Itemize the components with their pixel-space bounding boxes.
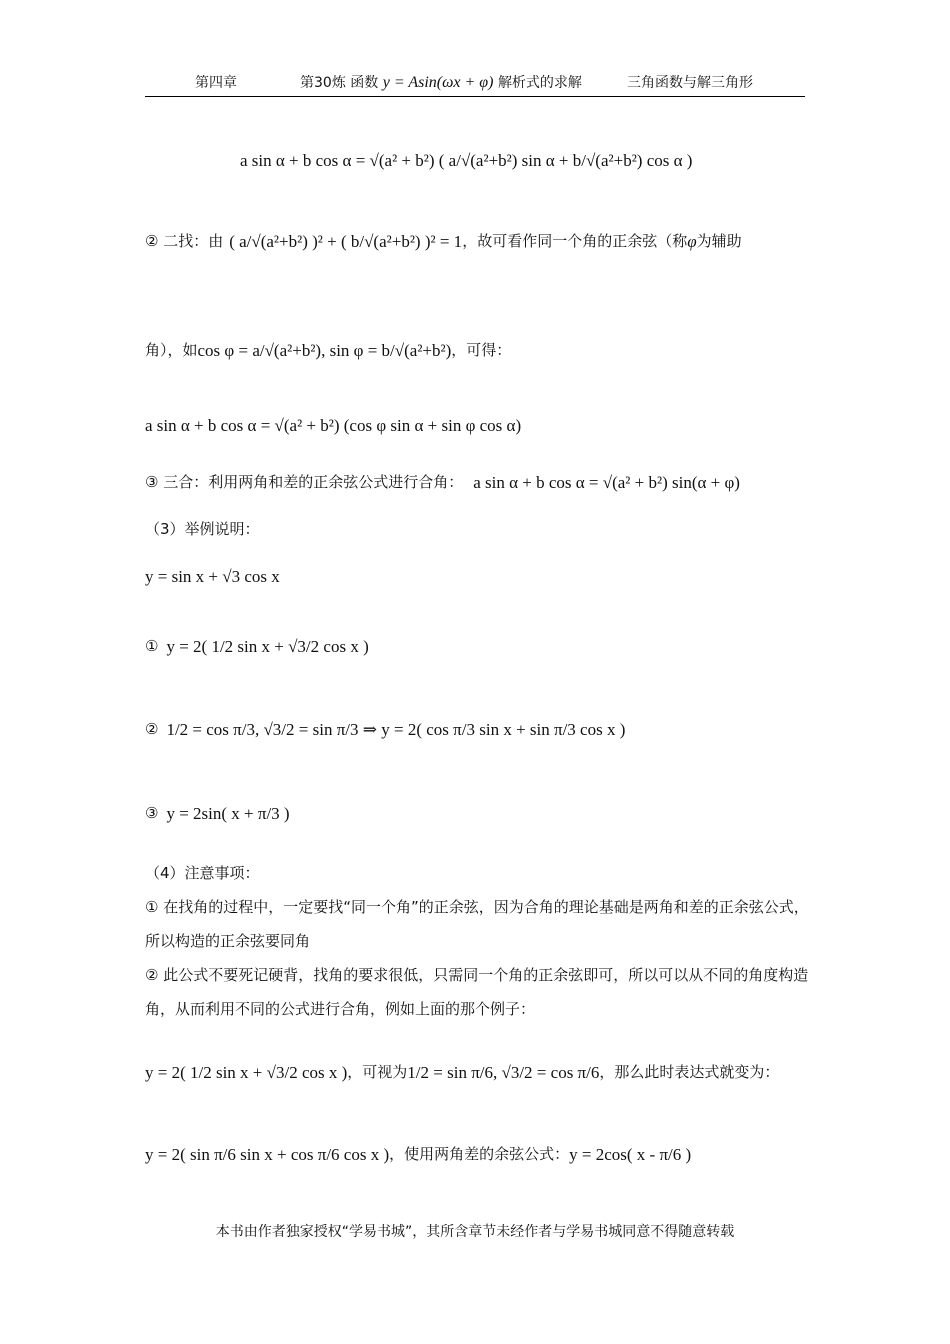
- notes-paragraph-1: ① 在找角的过程中，一定要找“同一个角”的正余弦，因为合角的理论基础是两角和差的正余弦公式，所以构造的正余弦要同角: [145, 898, 809, 950]
- example-s1-expression: y = 2( 1/2 sin x + √3/2 cos x ): [166, 636, 369, 656]
- step2-text: ，故可看作同一个角的正余弦（称: [462, 231, 688, 250]
- page-footer: 本书由作者独家授权“学易书城”，其所含章节未经作者与学易书城同意不得随意转载: [215, 1224, 735, 1240]
- example-heading-line: [145, 518, 260, 540]
- example-s3-expression: y = 2sin( x + π/3 ): [166, 803, 290, 823]
- step2-phi: φ: [687, 231, 697, 251]
- step2-condition: ( a/√(a²+b²) )² + ( b/√(a²+b²) )² = 1: [229, 231, 463, 251]
- example-step3: [145, 788, 290, 838]
- example-eq0: [145, 562, 280, 590]
- step2-line2-suffix: ，可得：: [451, 340, 512, 359]
- notes-l1-formula2: 1/2 = sin π/6, √3/2 = cos π/6: [407, 1062, 600, 1082]
- step2-line2-prefix: 角），如: [145, 340, 198, 359]
- step3-line: [145, 466, 740, 498]
- notes-l1-formula: y = 2( 1/2 sin x + √3/2 cos x ): [145, 1062, 348, 1082]
- notes-l2-formula: y = 2( sin π/6 sin x + cos π/6 cos x ): [145, 1144, 390, 1164]
- notes-paragraph-2: ② 此公式不要死记硬背，找角的要求很低，只需同一个角的正余弦即可，所以可以从不同的角度构造角，从而利用不同的公式进行合角，例如上面的那个例子：: [145, 966, 809, 1018]
- step3-formula: a sin α + b cos α = √(a² + b²) sin(α + φ): [473, 472, 740, 492]
- example-step2: [145, 702, 625, 756]
- notes-l2-formula2: y = 2cos( x - π/6 ): [569, 1144, 692, 1164]
- notes-l1-suffix: ，那么此时表达式就变为：: [599, 1062, 780, 1081]
- header-topic: 三角函数与解三角形: [627, 75, 753, 91]
- page-header: [145, 66, 805, 97]
- formula-mid-expression: a sin α + b cos α = √(a² + b²) (cos φ sin α + sin φ cos α): [145, 415, 522, 435]
- formula-top: [240, 132, 692, 188]
- example-heading: （3）举例说明：: [145, 519, 260, 538]
- header-lesson-formula: y = Asin(ωx + φ): [382, 74, 494, 91]
- notes-l1-mid: ，可视为: [347, 1062, 408, 1081]
- formula-mid: [145, 410, 521, 440]
- notes-heading-line: [145, 862, 260, 884]
- example-s2-label: ②: [145, 719, 159, 738]
- formula-top-expression: a sin α + b cos α = √(a² + b²) ( a/√(a²+b²) sin α + b/√(a²+b²) cos α ): [240, 150, 693, 170]
- step2-line2: [145, 322, 511, 378]
- step2-line: [145, 210, 742, 272]
- example-eq0-expression: y = sin x + √3 cos x: [145, 566, 280, 586]
- step2-line2-formula: cos φ = a/√(a²+b²), sin φ = b/√(a²+b²): [197, 340, 452, 360]
- notes-l2-mid: ，使用两角差的余弦公式：: [389, 1144, 570, 1163]
- example-s2-expression: 1/2 = cos π/3, √3/2 = sin π/3 ⇒ y = 2( cos π/3 sin x + sin π/3 cos x ): [166, 719, 626, 739]
- header-lesson: [300, 72, 582, 92]
- header-lesson-suffix: 解析式的求解: [497, 75, 582, 91]
- example-s1-label: ①: [145, 636, 159, 655]
- notes-line-1: [145, 1044, 779, 1100]
- step3-label: ③ 三合：利用两角和差的正余弦公式进行合角：: [145, 472, 464, 491]
- header-lesson-prefix: 第30炼 函数: [300, 75, 379, 91]
- notes-line-2: [145, 1128, 691, 1180]
- step2-text2: 为辅助: [696, 231, 742, 250]
- notes-heading: （4）注意事项：: [145, 863, 260, 882]
- step2-label: ② 二找：由: [145, 231, 224, 250]
- example-step1: [145, 620, 369, 672]
- example-s3-label: ③: [145, 803, 159, 822]
- header-chapter: 第四章: [195, 75, 237, 91]
